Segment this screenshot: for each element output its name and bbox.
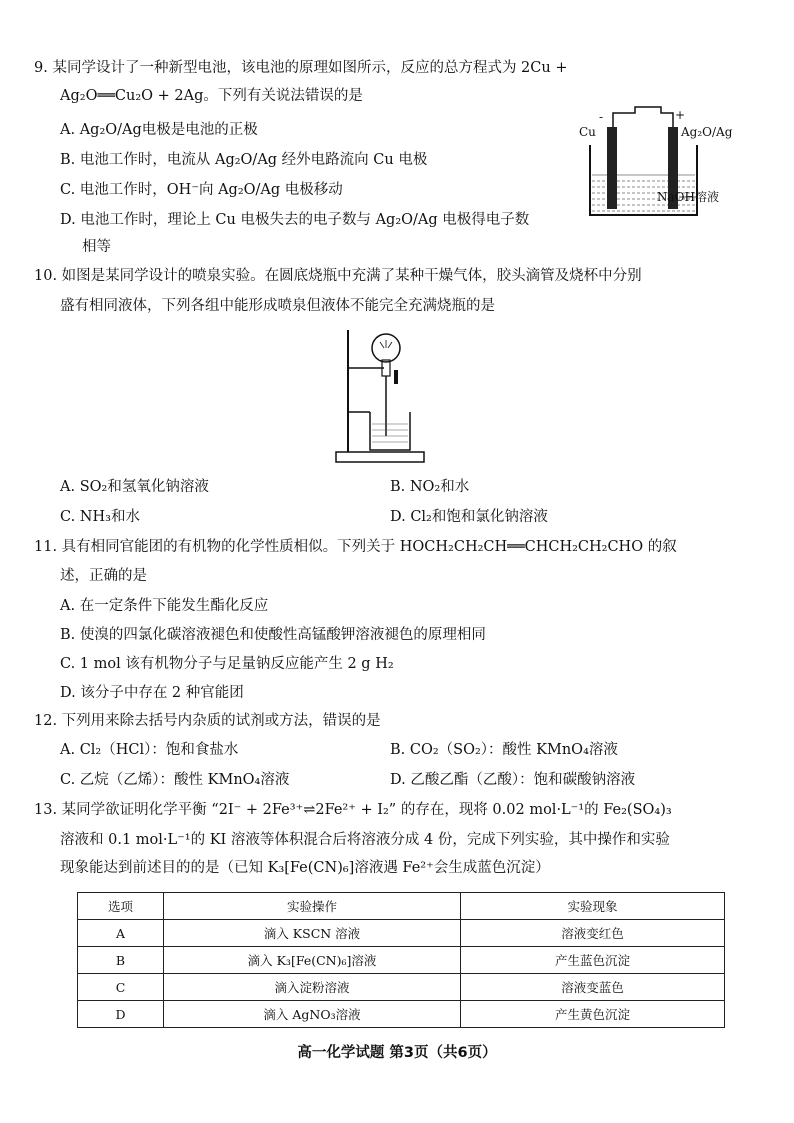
q12-option-d: D. 乙酸乙酯（乙酸）：饱和碳酸钠溶液 bbox=[390, 772, 636, 788]
ag2o-ag-label: Ag₂O/Ag bbox=[681, 125, 733, 139]
q13-stem-line-3: 现象能达到前述目的的是（已知 K₃[Fe(CN)₆]溶液遇 Fe²⁺会生成蓝色沉淀） bbox=[60, 860, 550, 876]
q11-option-c: C. 1 mol 该有机物分子与足量钠反应能产生 2 g H₂ bbox=[60, 656, 394, 672]
q10-option-c: C. NH₃和水 bbox=[60, 509, 140, 525]
q9-option-a: A. Ag₂O/Ag电极是电池的正极 bbox=[60, 122, 258, 138]
beaker bbox=[590, 145, 697, 215]
dropper bbox=[394, 370, 398, 384]
q9-stem-line-1: 9. 某同学设计了一种新型电池，该电池的原理如图所示，反应的总方程式为 2Cu + bbox=[34, 60, 568, 76]
table-row bbox=[78, 974, 725, 1001]
q9-option-b: B. 电池工作时，电流从 Ag₂O/Ag 经外电路流向 Cu 电极 bbox=[60, 152, 428, 168]
q10-stem-line-1: 10. 如图是某同学设计的喷泉实验。在圆底烧瓶中充满了某种干燥气体，胶头滴管及烧杯中分别 bbox=[34, 268, 642, 284]
table-cell: 滴入 KSCN 溶液 bbox=[164, 920, 461, 947]
table-cell: 滴入 AgNO₃溶液 bbox=[164, 1001, 461, 1028]
q12-stem: 12. 下列用来除去括号内杂质的试剂或方法，错误的是 bbox=[34, 713, 381, 729]
q11-stem-line-2: 述，正确的是 bbox=[60, 568, 147, 584]
q11-stem-line-1: 11. 具有相同官能团的有机物的化学性质相似。下列关于 HOCH₂CH₂CH══CHCH₂CH₂CHO 的叙 bbox=[34, 539, 677, 555]
q13-experiment-table bbox=[77, 892, 725, 1028]
table-cell: 溶液变蓝色 bbox=[461, 974, 725, 1001]
q11-option-d: D. 该分子中存在 2 种官能团 bbox=[60, 685, 244, 701]
table-row bbox=[78, 947, 725, 974]
q10-option-b: B. NO₂和水 bbox=[390, 479, 470, 495]
table-header: 实验现象 bbox=[461, 893, 725, 920]
battery-figure bbox=[575, 105, 735, 225]
q12-option-c: C. 乙烷（乙烯）：酸性 KMnO₄溶液 bbox=[60, 772, 290, 788]
q13-stem-line-1: 13. 某同学欲证明化学平衡 “2I⁻ + 2Fe³⁺⇌2Fe²⁺ + I₂” 的存在，现将 0.02 mol·L⁻¹的 Fe₂(SO₄)₃ bbox=[34, 802, 672, 818]
table-cell: D bbox=[78, 1001, 164, 1028]
fountain-apparatus-figure bbox=[330, 328, 440, 468]
external-circuit-wire bbox=[613, 107, 673, 143]
table-cell: 产生蓝色沉淀 bbox=[461, 947, 725, 974]
q11-option-b: B. 使溴的四氯化碳溶液褪色和使酸性高锰酸钾溶液褪色的原理相同 bbox=[60, 627, 486, 643]
table-cell: 产生黄色沉淀 bbox=[461, 1001, 725, 1028]
table-cell: 溶液变红色 bbox=[461, 920, 725, 947]
table-cell: B bbox=[78, 947, 164, 974]
table-cell: C bbox=[78, 974, 164, 1001]
table-cell: 滴入淀粉溶液 bbox=[164, 974, 461, 1001]
cu-electrode bbox=[607, 127, 617, 209]
q9-option-d: D. 电池工作时，理论上 Cu 电极失去的电子数与 Ag₂O/Ag 电极得电子数 bbox=[60, 212, 530, 228]
table-header-row bbox=[78, 893, 725, 920]
table-header: 选项 bbox=[78, 893, 164, 920]
q10-option-d: D. Cl₂和饱和氯化钠溶液 bbox=[390, 509, 548, 525]
table-header: 实验操作 bbox=[164, 893, 461, 920]
naoh-label: NaOH溶液 bbox=[657, 190, 719, 204]
beaker-liquid bbox=[372, 424, 408, 442]
page-footer: 高一化学试题 第3页（共6页） bbox=[297, 1045, 497, 1061]
q10-stem-line-2: 盛有相同液体，下列各组中能形成喷泉但液体不能完全充满烧瓶的是 bbox=[60, 298, 495, 314]
table-cell: A bbox=[78, 920, 164, 947]
plus-sign: + bbox=[675, 108, 686, 122]
minus-sign: - bbox=[599, 110, 604, 124]
table-row bbox=[78, 920, 725, 947]
q10-option-a: A. SO₂和氢氧化钠溶液 bbox=[60, 479, 209, 495]
stand-base bbox=[336, 452, 424, 462]
q12-option-a: A. Cl₂（HCl）：饱和食盐水 bbox=[60, 742, 239, 758]
table-row bbox=[78, 1001, 725, 1028]
fountain-spray bbox=[380, 340, 392, 348]
q9-option-c: C. 电池工作时，OH⁻向 Ag₂O/Ag 电极移动 bbox=[60, 182, 343, 198]
q9-option-d-cont: 相等 bbox=[82, 239, 111, 255]
q12-option-b: B. CO₂（SO₂）：酸性 KMnO₄溶液 bbox=[390, 742, 618, 758]
q13-stem-line-2: 溶液和 0.1 mol·L⁻¹的 KI 溶液等体积混合后将溶液分成 4 份，完成下列实验，其中操作和实验 bbox=[60, 832, 670, 848]
lower-beaker bbox=[370, 412, 410, 450]
q9-stem-line-2: Ag₂O══Cu₂O + 2Ag。下列有关说法错误的是 bbox=[60, 88, 363, 104]
table-cell: 滴入 K₃[Fe(CN)₆]溶液 bbox=[164, 947, 461, 974]
cu-label: Cu bbox=[579, 125, 596, 139]
q11-option-a: A. 在一定条件下能发生酯化反应 bbox=[60, 598, 269, 614]
